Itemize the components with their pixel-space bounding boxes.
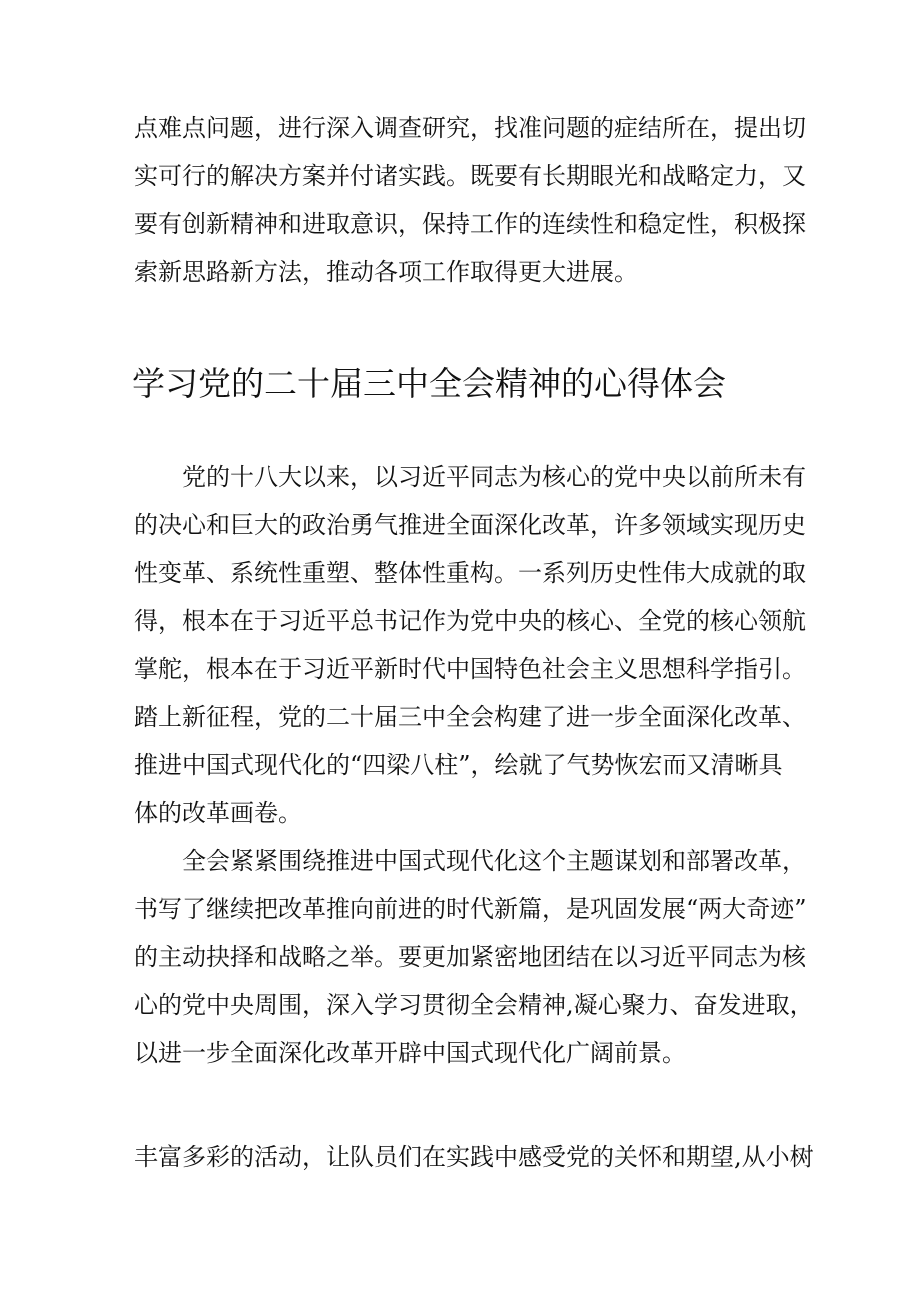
paragraph-line: 书写了继续把改革推向前进的时代新篇，是巩固发展“两大奇迹” [134,895,807,923]
paragraph-line: 推进中国式现代化的“四梁八柱”，绘就了气势恢宏而又清晰具 [134,751,783,779]
paragraph-line: 的决心和巨大的政治勇气推进全面深化改革，许多领域实现历史 [134,511,806,539]
section-title: 学习党的二十届三中全会精神的心得体会 [132,364,726,403]
paragraph-line: 全会紧紧围绕推进中国式现代化这个主题谋划和部署改革， [182,847,806,875]
continued-paragraph [134,104,806,296]
paragraph-line: 体的改革画卷。 [134,799,302,827]
paragraph-line: 得，根本在于习近平总书记作为党中央的核心、全党的核心领航 [134,607,806,635]
paragraph-line: 性变革、系统性重塑、整体性重构。一系列历史性伟大成就的取 [134,559,806,587]
paragraph-line: 索新思路新方法，推动各项工作取得更大进展。 [134,258,638,286]
paragraph-line: 心的党中央周围，深入学习贯彻全会精神,凝心聚力、奋发进取， [134,991,814,1019]
paragraph-line: 点难点问题，进行深入调查研究，找准问题的症结所在，提出切 [134,114,806,142]
paragraph-line: 的主动抉择和战略之举。要更加紧密地团结在以习近平同志为核 [134,943,806,971]
body-paragraph-2 [134,837,814,1077]
paragraph-line: 实可行的解决方案并付诸实践。既要有长期眼光和战略定力，又 [134,162,806,190]
paragraph-line: 要有创新精神和进取意识，保持工作的连续性和稳定性，积极探 [134,210,806,238]
paragraph-line: 以进一步全面深化改革开辟中国式现代化广阔前景。 [134,1039,686,1067]
body-paragraph-1 [134,453,806,837]
paragraph-line: 丰富多彩的活动，让队员们在实践中感受党的关怀和期望,从小树 [134,1143,814,1171]
body-paragraph-3 [134,1133,814,1181]
paragraph-line: 掌舵，根本在于习近平新时代中国特色社会主义思想科学指引。 [134,655,806,683]
paragraph-line: 踏上新征程，党的二十届三中全会构建了进一步全面深化改革、 [134,703,806,731]
paragraph-line: 党的十八大以来，以习近平同志为核心的党中央以前所未有 [182,463,806,491]
